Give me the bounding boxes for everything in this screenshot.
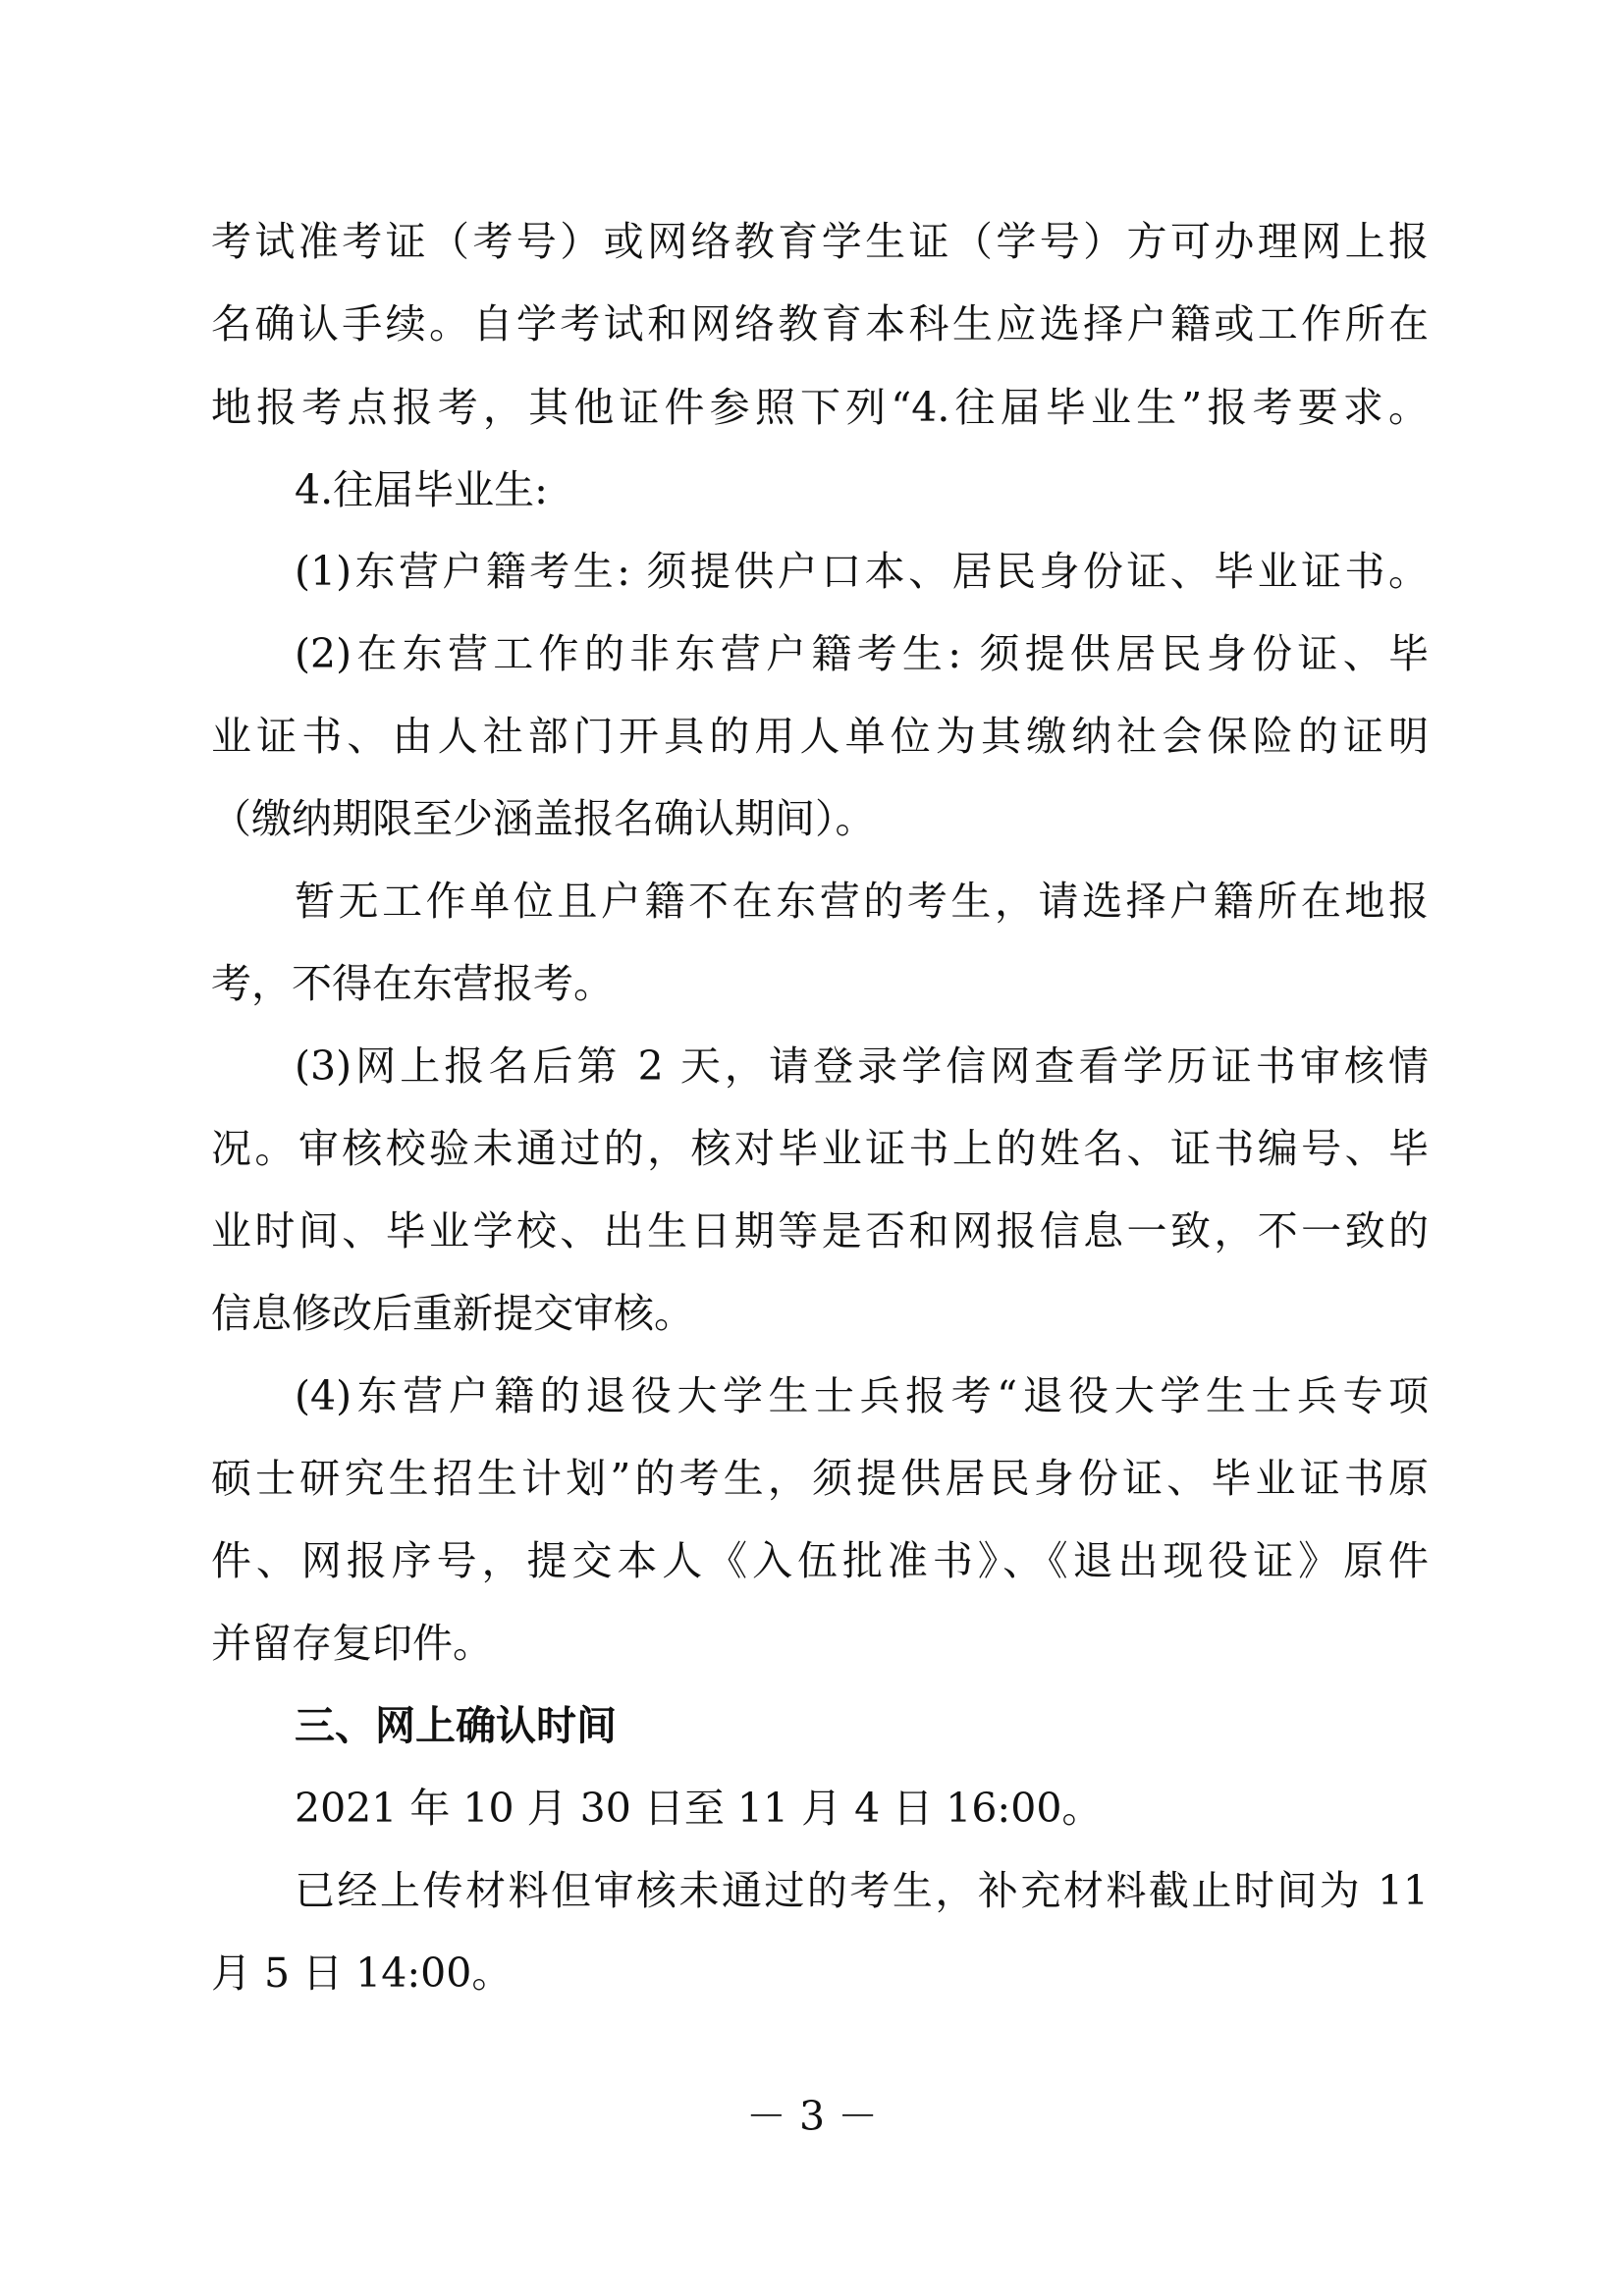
paragraph-line: 已经上传材料但审核未通过的考生，补充材料截止时间为 11 [295, 1867, 1429, 1914]
paragraph-line: 件、网报序号，提交本人《入伍批准书》、《退出现役证》原件 [211, 1537, 1429, 1584]
list-item-line: (4)东营户籍的退役大学生士兵报考“退役大学生士兵专项 [295, 1372, 1429, 1419]
paragraph-line: 暂无工作单位且户籍不在东营的考生，请选择户籍所在地报 [295, 878, 1429, 925]
page-number: － 3 － [745, 2093, 879, 2140]
paragraph-line: 业时间、毕业学校、出生日期等是否和网报信息一致，不一致的 [211, 1207, 1429, 1255]
paragraph-line: 业证书、由人社部门开具的用人单位为其缴纳社会保险的证明 [211, 713, 1429, 760]
list-item-line: (1)东营户籍考生: 须提供户口本、居民身份证、毕业证书。 [295, 548, 1429, 595]
section-heading: 三、网上确认时间 [295, 1702, 617, 1749]
paragraph-line: 并留存复印件。 [211, 1620, 493, 1667]
paragraph-line: 考，不得在东营报考。 [211, 960, 614, 1007]
paragraph-line: 考试准考证（考号）或网络教育学生证（学号）方可办理网上报 [211, 218, 1429, 265]
list-item-line: (3)网上报名后第 2 天，请登录学信网查看学历证书审核情 [295, 1042, 1429, 1090]
paragraph-line: 信息修改后重新提交审核。 [211, 1290, 694, 1337]
paragraph-line: （缴纳期限至少涵盖报名确认期间）。 [211, 795, 876, 842]
paragraph-line: 名确认手续。自学考试和网络教育本科生应选择户籍或工作所在 [211, 300, 1429, 347]
paragraph-line: 硕士研究生招生计划”的考生，须提供居民身份证、毕业证书原 [211, 1455, 1429, 1502]
list-item-line: (2)在东营工作的非东营户籍考生: 须提供居民身份证、毕 [295, 630, 1429, 677]
paragraph-line: 月 5 日 14:00。 [211, 1949, 513, 1997]
paragraph-line: 况。审核校验未通过的，核对毕业证书上的姓名、证书编号、毕 [211, 1125, 1429, 1172]
date-line: 2021 年 10 月 30 日至 11 月 4 日 16:00。 [295, 1785, 1103, 1832]
subheading-line: 4.往届毕业生: [295, 466, 548, 513]
paragraph-line: 地报考点报考，其他证件参照下列“4.往届毕业生”报考要求。 [211, 384, 1429, 431]
